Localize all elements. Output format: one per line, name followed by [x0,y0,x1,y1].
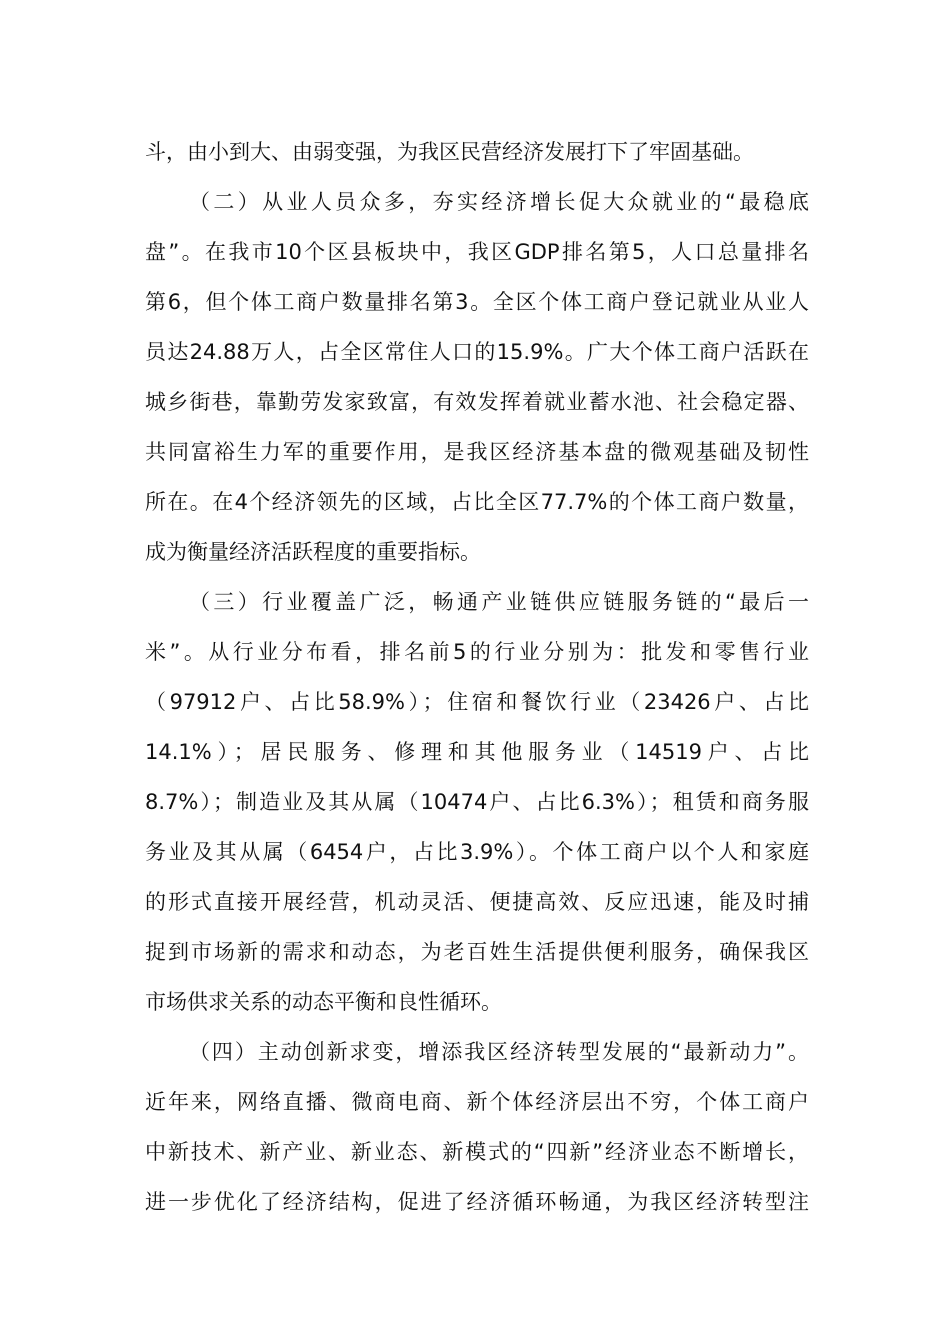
paragraph-line: 的形式直接开展经营，机动灵活、便捷高效、反应迅速，能及时捕 [145,890,809,914]
document-page [145,127,809,1227]
paragraph-line: 市场供求关系的动态平衡和良性循环。 [145,990,502,1014]
paragraph-line: （97912户、占比58.9%）；住宿和餐饮行业（23426户、占比 [145,690,809,714]
section-heading-line: （二）从业人员众多，夯实经济增长促大众就业的“最稳底 [189,190,809,214]
paragraph-line: 盘”。在我市10个区县板块中，我区GDP排名第5，人口总量排名 [145,240,809,264]
paragraph-line: 米”。从行业分布看，排名前5的行业分别为：批发和零售行业 [145,640,809,664]
paragraph-line: 第6，但个体工商户数量排名第3。全区个体工商户登记就业从业人 [145,290,809,314]
paragraph-line: 成为衡量经济活跃程度的重要指标。 [145,540,481,564]
paragraph-line: 14.1%）；居民服务、修理和其他服务业（14519户、占比 [145,740,809,764]
section-heading-line: （三）行业覆盖广泛，畅通产业链供应链服务链的“最后一 [189,590,809,614]
section-heading-line: （四）主动创新求变，增添我区经济转型发展的“最新动力”。 [189,1040,809,1064]
paragraph-line: 8.7%）；制造业及其从属（10474户、占比6.3%）；租赁和商务服 [145,790,809,814]
paragraph-line: 务业及其从属（6454户，占比3.9%）。个体工商户以个人和家庭 [145,840,809,864]
paragraph-line: 捉到市场新的需求和动态，为老百姓生活提供便利服务，确保我区 [145,940,809,964]
paragraph-line: 所在。在4个经济领先的区域，占比全区77.7%的个体工商户数量， [145,490,809,514]
paragraph-line: 近年来，网络直播、微商电商、新个体经济层出不穷，个体工商户 [145,1090,809,1114]
paragraph-line: 共同富裕生力军的重要作用，是我区经济基本盘的微观基础及韧性 [145,440,809,464]
paragraph-line: 斗，由小到大、由弱变强，为我区民营经济发展打下了牢固基础。 [145,140,754,164]
paragraph-line: 中新技术、新产业、新业态、新模式的“四新”经济业态不断增长， [145,1140,809,1164]
paragraph-line: 进一步优化了经济结构，促进了经济循环畅通，为我区经济转型注 [145,1190,809,1214]
paragraph-line: 员达24.88万人，占全区常住人口的15.9%。广大个体工商户活跃在 [145,340,809,364]
paragraph-line: 城乡街巷，靠勤劳发家致富，有效发挥着就业蓄水池、社会稳定器、 [145,390,809,414]
